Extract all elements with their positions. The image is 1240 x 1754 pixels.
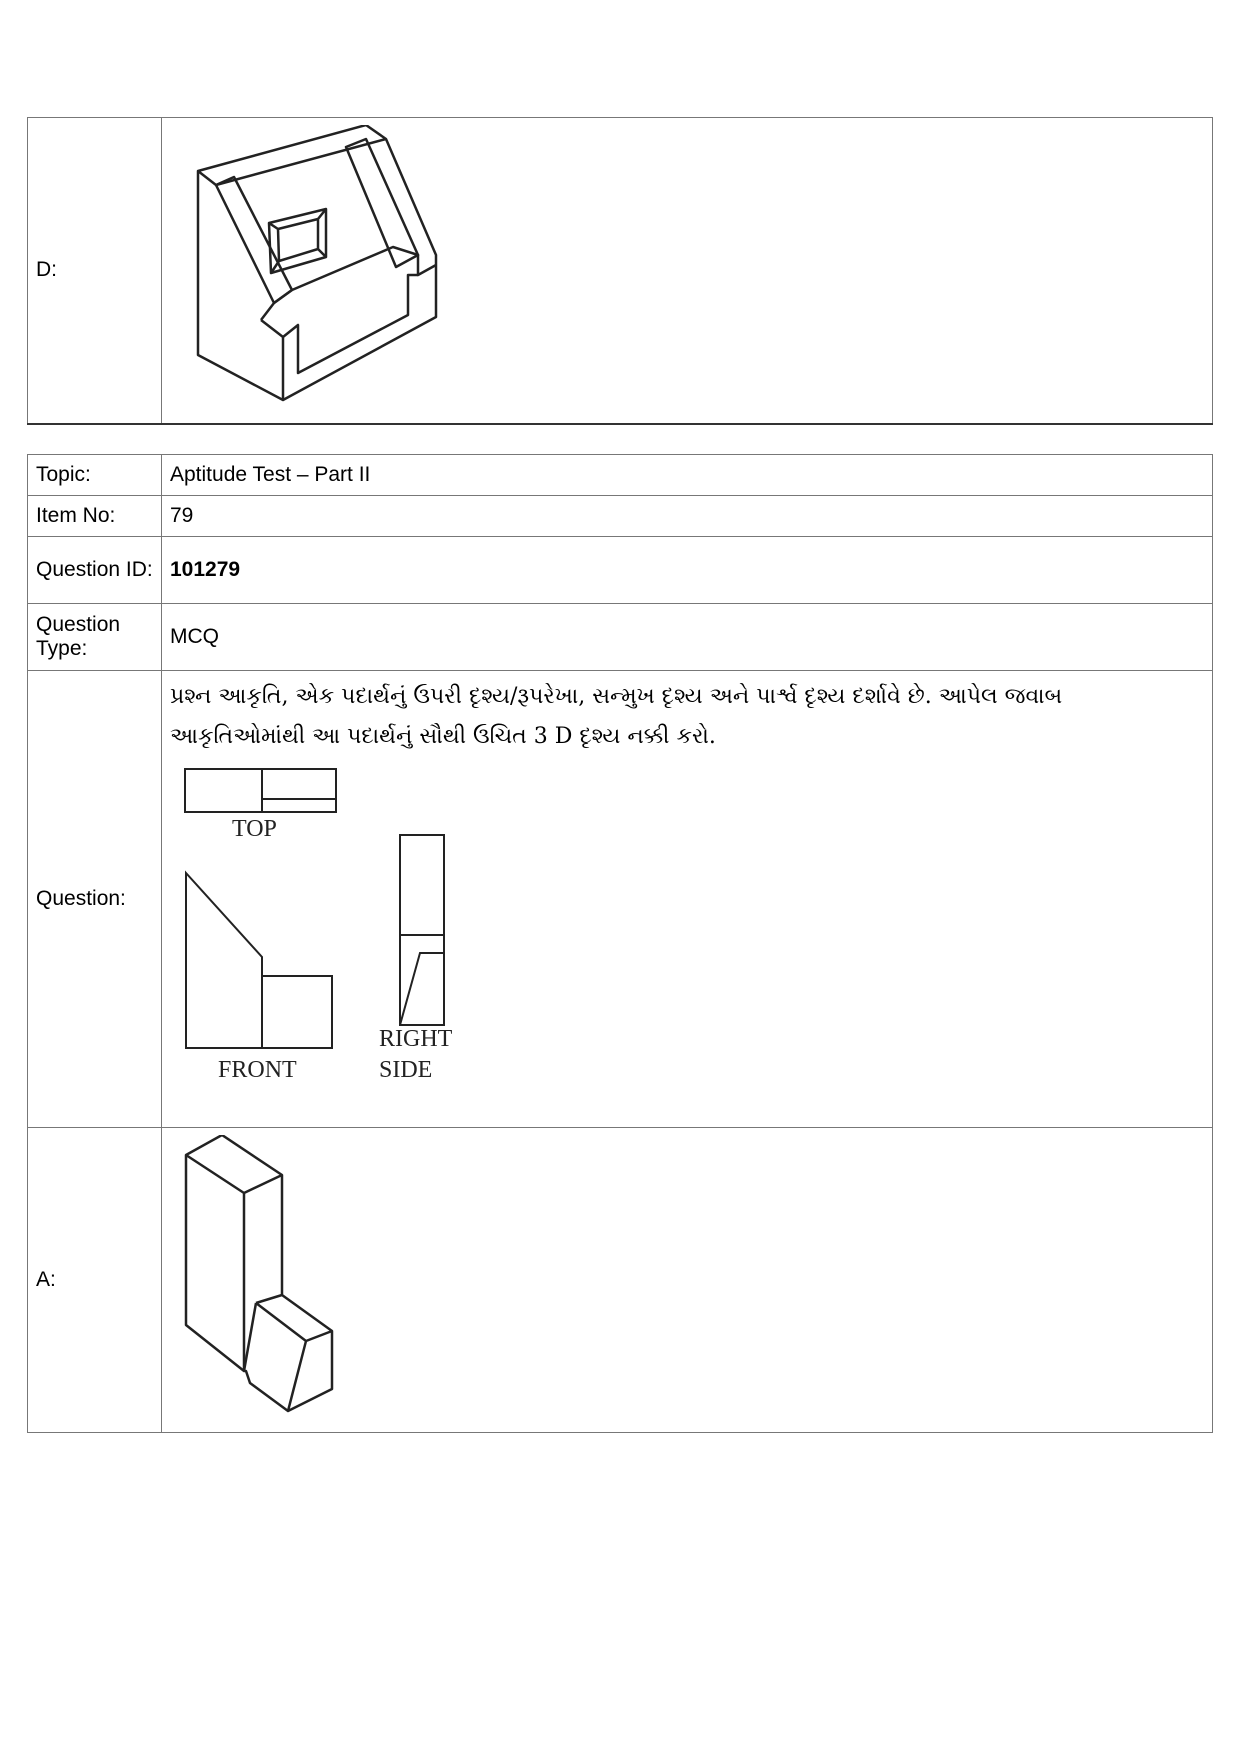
question-type-row — [28, 604, 1213, 671]
question-table — [27, 454, 1213, 1433]
front-view — [186, 873, 332, 1048]
item-label: Item No: — [28, 496, 162, 537]
top-view — [185, 769, 336, 812]
question-id-value: 101279 — [162, 537, 1213, 604]
option-a-row — [28, 1128, 1213, 1433]
fig-d-outline — [198, 125, 436, 400]
question-label: Question: — [28, 671, 162, 1128]
topic-row — [28, 455, 1213, 496]
option-a-3d-figure — [176, 1135, 356, 1425]
question-content — [162, 671, 1213, 1128]
option-d-table — [27, 117, 1213, 425]
fig-d-window — [269, 209, 326, 273]
option-a-label: A: — [28, 1128, 162, 1433]
question-id-row — [28, 537, 1213, 604]
item-row — [28, 496, 1213, 537]
question-text: પ્રશ્ન આકૃતિ, એક પદાર્થનું ઉપરી દૃશ્ય/રૂપરેખા, સન્મુખ દૃશ્ય અને પાર્શ્વ દૃશ્ય દર્શાવે છે. આપેલ જવાબ આકૃતિઓમાંથી આ પદાર્થનું સૌથી ઉચિત 3 D દૃશ્ય નક્કી કરો. — [170, 684, 1063, 749]
option-d-3d-figure — [178, 125, 448, 415]
fig-d-left-block — [261, 275, 418, 400]
question-type-label: Question Type: — [28, 604, 162, 671]
front-view-label: FRONT — [218, 1057, 297, 1083]
fig-a-outline — [186, 1135, 332, 1411]
item-value: 79 — [162, 496, 1213, 537]
option-d-label: D: — [28, 118, 162, 424]
option-a-figure-cell — [162, 1128, 1213, 1433]
question-row — [28, 671, 1213, 1128]
fig-a-tall-front — [186, 1155, 282, 1371]
right-view-label-2: SIDE — [379, 1057, 433, 1083]
orthographic-views-figure — [170, 763, 470, 1103]
fig-d-right-pillar — [346, 139, 418, 267]
fig-d-left-pillar — [216, 177, 292, 303]
fig-a-step — [244, 1295, 332, 1411]
option-d-row — [28, 118, 1213, 424]
question-id-label: Question ID: — [28, 537, 162, 604]
topic-label: Topic: — [28, 455, 162, 496]
option-d-figure-cell — [162, 118, 1213, 424]
top-view-label: TOP — [232, 816, 277, 842]
right-view-label-1: RIGHT — [379, 1026, 453, 1052]
topic-value: Aptitude Test – Part II — [162, 455, 1213, 496]
right-side-view — [400, 835, 444, 1025]
question-type-value: MCQ — [162, 604, 1213, 671]
